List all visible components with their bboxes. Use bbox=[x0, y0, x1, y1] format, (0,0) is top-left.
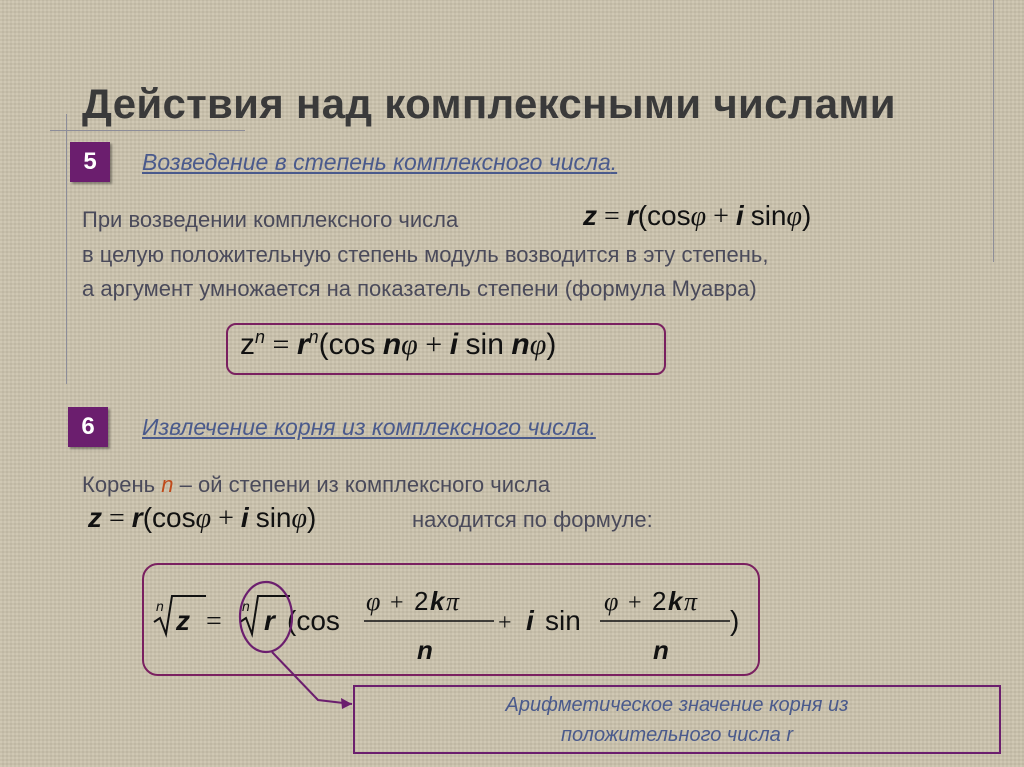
moivre-formula: $z^n = r^n(\cos$ nφ + i sin nφ) bbox=[240, 327, 557, 361]
section-heading-5: Возведение в степень комплексного числа. bbox=[142, 149, 618, 175]
page-title: Действия над комплексными числами bbox=[82, 80, 896, 127]
svg-text:): ) bbox=[730, 605, 740, 636]
svg-text:=: = bbox=[206, 606, 222, 637]
svg-text:π: π bbox=[684, 587, 698, 616]
note-line-2: положительного числа r bbox=[560, 723, 793, 746]
svg-text:n: n bbox=[156, 598, 164, 614]
section-badge-6: 6 bbox=[68, 407, 108, 447]
root-paragraph-pre: Корень bbox=[82, 472, 156, 497]
svg-text:n: n bbox=[242, 598, 250, 614]
svg-text:k: k bbox=[430, 586, 445, 616]
section-badge-5: 5 bbox=[70, 142, 110, 182]
svg-text:+: + bbox=[628, 590, 642, 616]
root-paragraph-post: – ой степени из комплексного числа bbox=[179, 472, 551, 497]
svg-text:φ: φ bbox=[366, 587, 381, 616]
arithmetic-root-note bbox=[353, 685, 1001, 754]
formula-suffix: находится по формуле: bbox=[412, 507, 653, 532]
paragraph-line-2: в целую положительную степень модуль возводится в эту степень, bbox=[82, 242, 769, 267]
svg-text:n: n bbox=[417, 635, 433, 665]
svg-text:2: 2 bbox=[652, 586, 667, 616]
section-heading-6: Извлечение корня из комплексного числа. bbox=[142, 414, 596, 440]
section-heading-text: Извлечение корня из комплексного числа bbox=[142, 414, 590, 440]
svg-text:+: + bbox=[498, 610, 512, 636]
svg-text:r: r bbox=[264, 605, 275, 636]
root-paragraph-var: n bbox=[161, 472, 174, 497]
svg-text:+: + bbox=[390, 590, 404, 616]
svg-text:(cos: (cos bbox=[287, 605, 340, 636]
svg-text:π: π bbox=[446, 587, 460, 616]
formula-inline-6: z = r(cosφ + i sinφ) bbox=[88, 502, 317, 534]
paragraph-line-3: а аргумент умножается на показатель степени (формула Муавра) bbox=[82, 276, 757, 301]
svg-text:sin: sin bbox=[545, 605, 581, 636]
section-heading-text: Возведение в степень комплексного числа bbox=[142, 149, 611, 175]
svg-text:z: z bbox=[176, 605, 190, 636]
svg-text:n: n bbox=[653, 635, 669, 665]
note-line-1: Арифметическое значение корня из bbox=[505, 693, 849, 716]
svg-text:i: i bbox=[526, 605, 534, 636]
formula-inline-5: z = r(cosφ + i sinφ) bbox=[583, 200, 812, 232]
svg-text:2: 2 bbox=[414, 586, 429, 616]
svg-text:φ: φ bbox=[604, 587, 619, 616]
svg-text:k: k bbox=[668, 586, 683, 616]
paragraph-line-1: При возведении комплексного числа bbox=[82, 207, 459, 232]
